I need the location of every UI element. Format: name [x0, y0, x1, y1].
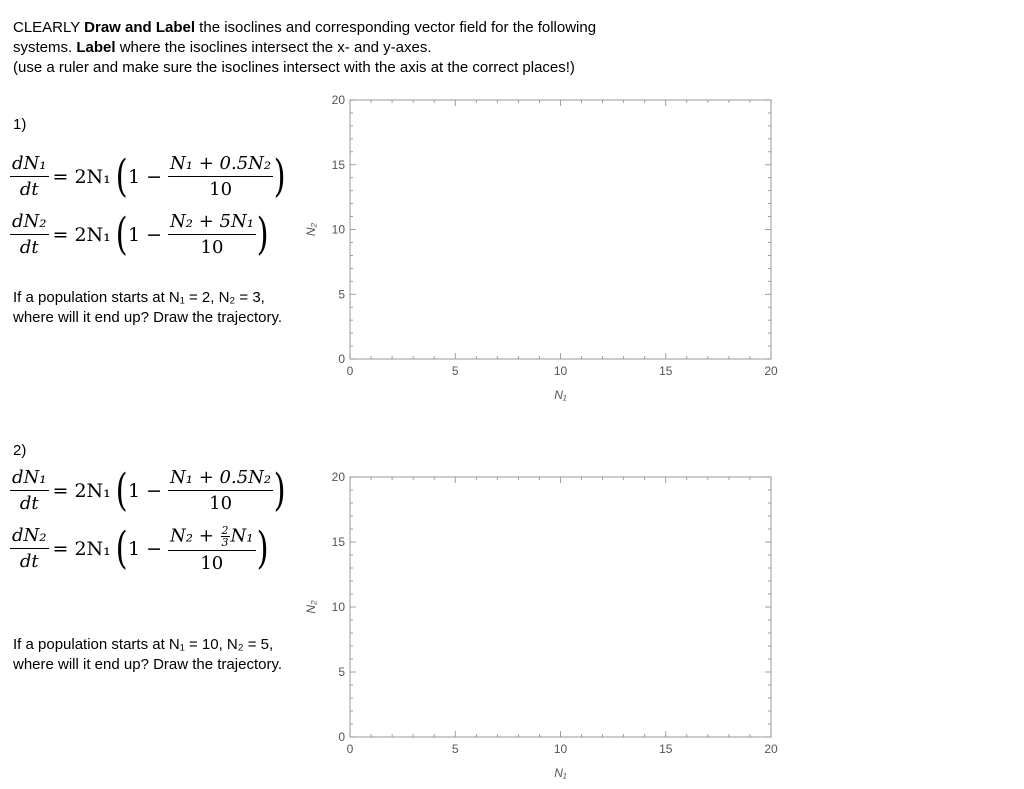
x-tick-label: 5	[451, 742, 459, 756]
two-thirds-coefficient: $\frac{2}{3}$	[221, 523, 229, 549]
y-tick-label: 15	[331, 157, 345, 172]
x-tick-label: 10	[553, 742, 568, 756]
problem-1-question: If a population starts at N₁ = 2, N₂ = 3, where will it end up? Draw the trajectory.	[13, 289, 283, 326]
problem-2-question: If a population starts at N₁ = 10, N₂ = 5, where will it end up? Draw the trajectory.	[13, 636, 283, 673]
derivative-dn1-dt: $\frac{\text{dN₁}}{dt}$	[12, 467, 47, 514]
y-tick-label: 10	[331, 600, 345, 614]
instructions-line-2: systems. Label where the isoclines intersect the x- and y-axes.	[13, 39, 432, 56]
y-tick-label: 5	[338, 287, 345, 302]
x-tick-label: 15	[659, 364, 673, 378]
problem-1-blank-plot	[300, 90, 800, 410]
problem-1-equation-1: $\frac{\text{dN₁}}{dt}$ = 2N₁ ( 1 − $\frac{\text{N₁ + 0.5N₂}}{10}$ )	[12, 151, 286, 202]
derivative-dn2-dt: $\frac{\text{dN₂}}{dt}$	[12, 525, 47, 572]
x-tick-label: 0	[346, 742, 354, 756]
derivative-dn1-dt: $\frac{\text{dN₁}}{dt}$	[12, 153, 47, 200]
x-tick-label: 5	[451, 364, 459, 378]
y-tick-label: 20	[331, 93, 345, 107]
x-tick-label: 0	[346, 364, 354, 378]
y-tick-label: 10	[331, 222, 345, 237]
problem-2-equations	[10, 462, 286, 578]
y-tick-label: 5	[338, 665, 345, 679]
x-tick-label: 15	[659, 742, 673, 756]
y-tick-label: 15	[331, 535, 345, 549]
problem-2-blank-plot	[300, 465, 800, 785]
instructions-line-3: (use a ruler and make sure the isoclines intersect with the axis at the correct places!)	[13, 59, 575, 76]
y-tick-label: 20	[331, 470, 345, 484]
x-axis-label: N₁	[554, 766, 567, 780]
plot-frame	[350, 100, 771, 359]
problem-2-equation-1: $\frac{\text{dN₁}}{dt}$ = 2N₁ ( 1 − $\frac{\text{N₁ + 0.5N₂}}{10}$ )	[12, 465, 286, 516]
x-tick-label: 20	[764, 742, 778, 756]
y-axis-label: N₂	[304, 222, 318, 237]
x-axis-label: N₁	[554, 388, 567, 402]
y-tick-label: 0	[338, 730, 345, 744]
problem-2-equation-2: $\frac{\text{dN₂}}{dt}$ = 2N₁ ( 1 − N₂ + $\frac{2}{3}$ N₁ 10 )	[12, 523, 269, 574]
x-tick-label: 20	[764, 364, 778, 378]
instructions	[13, 18, 773, 78]
problem-2-number: 2)	[13, 442, 27, 459]
problem-1-equations	[10, 148, 286, 264]
instructions-line-1: CLEARLY Draw and Label the isoclines and corresponding vector field for the following	[13, 19, 597, 36]
plot-frame	[350, 477, 771, 737]
x-tick-label: 10	[553, 364, 568, 378]
y-tick-label: 0	[338, 352, 345, 366]
problem-1-equation-2: $\frac{\text{dN₂}}{dt}$ = 2N₁ ( 1 − $\frac{\text{N₂ + 5N₁}}{10}$ )	[12, 209, 269, 260]
y-axis-label: N₂	[304, 600, 318, 614]
problem-1-number: 1)	[13, 116, 27, 133]
derivative-dn2-dt: $\frac{\text{dN₂}}{dt}$	[12, 211, 47, 258]
